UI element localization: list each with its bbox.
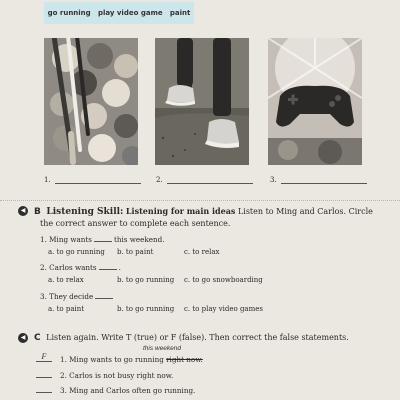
option-1a[interactable]: a. to go running: [48, 248, 105, 256]
section-b-instruction: the correct answer to complete each sentence.: [40, 219, 231, 228]
audio-icon[interactable]: ◀: [18, 333, 28, 343]
section-b-heading: B Listening Skill: Listening for main ideas Listen to Ming and Carlos. Circle: [34, 206, 373, 217]
statement-3: 3. Ming and Carlos often go running.: [60, 386, 196, 395]
answer-line-3[interactable]: 3.: [270, 176, 367, 184]
statement-1: 1. Ming wants to go running right now.: [60, 355, 203, 364]
word-paint: paint: [169, 9, 191, 17]
audio-icon[interactable]: ◀: [18, 206, 28, 216]
answer-line-1[interactable]: 1.: [44, 176, 141, 184]
option-2c[interactable]: c. to go snowboarding: [184, 276, 263, 284]
word-box: [44, 2, 194, 24]
option-3a[interactable]: a. to paint: [48, 305, 85, 313]
question-3: 3. They decide: [40, 292, 115, 301]
running-shoes-icon: [155, 38, 249, 165]
handwritten-correction: this weekend: [143, 345, 181, 352]
option-2a[interactable]: a. to relax: [48, 276, 84, 284]
answer-blank[interactable]: [99, 265, 117, 270]
section-c-heading: C Listen again. Write T (true) or F (false). Then correct the false statements.: [34, 333, 349, 343]
statement-2: 2. Carlos is not busy right now.: [60, 371, 174, 380]
game-controller-icon: [268, 38, 362, 165]
question-2: 2. Carlos wants .: [40, 263, 121, 272]
answer-blank[interactable]: [95, 294, 113, 299]
tf-answer-3[interactable]: [36, 384, 52, 393]
option-3b[interactable]: b. to go running: [117, 305, 175, 313]
option-1c[interactable]: c. to relax: [184, 248, 220, 256]
option-1b[interactable]: b. to paint: [117, 248, 154, 256]
tf-answer-1[interactable]: F: [36, 353, 52, 362]
struck-text: right now.: [166, 355, 203, 364]
tf-answer-2[interactable]: [36, 369, 52, 378]
question-1: 1. Ming wants this weekend.: [40, 235, 165, 244]
word-play-video-game: play video game: [97, 9, 163, 17]
answer-line-2[interactable]: 2.: [156, 176, 253, 184]
word-go-running: go running: [47, 9, 91, 17]
option-3c[interactable]: c. to play video games: [184, 305, 263, 313]
paintbrushes-icon: [44, 38, 138, 165]
answer-blank[interactable]: [94, 237, 112, 242]
section-divider: [0, 200, 400, 201]
option-2b[interactable]: b. to go running: [117, 276, 175, 284]
